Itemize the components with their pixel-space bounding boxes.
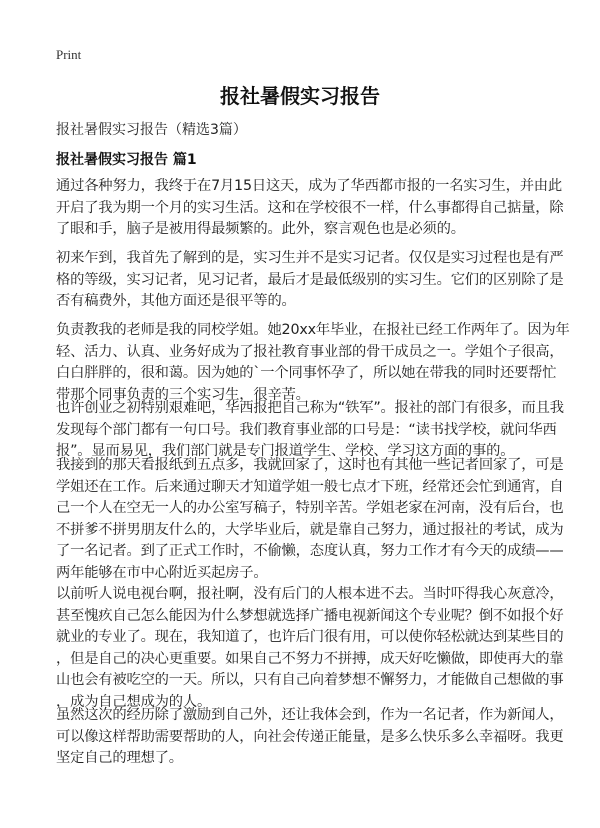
- paragraph-line: 发现每个部门都有一句口号。我们教育事业部的口号是：“读书找学校，就问华西: [56, 421, 557, 438]
- paragraph-line: 轻、活力、认真、业务好成为了报社教育事业部的骨干成员之一。学姐个子很高，: [56, 343, 564, 360]
- print-link[interactable]: Print: [56, 47, 82, 62]
- paragraph-line: 以前听人说电视台啊，报社啊，没有后门的人根本进不去。当时吓得我心灰意冷，: [56, 586, 564, 602]
- paragraph: [56, 176, 563, 241]
- paragraph-line: 我接到的那天看报纸到五点多，我就回家了，这时也有其他一些记者回家了，可是: [56, 457, 564, 473]
- section-heading: 报社暑假实习报告 篇1: [56, 152, 197, 168]
- paragraph-line: ，但是自己的决心更重要。如果自己不努力不拼搏，成天好吃懒做，即使再大的靠: [56, 650, 564, 667]
- paragraph-line: 报”。显而易见，我们部门就是专门报道学生、学校、学习这方面的事的。: [56, 443, 515, 460]
- paragraph: [56, 320, 570, 406]
- paragraph-line: 学姐还在工作。后来通过聊天才知道学姐一般七点才下班，经常还会忙到通宵，自: [56, 478, 564, 495]
- paragraph-line: 两年能够在市中心附近买起房子。: [56, 564, 268, 581]
- paragraph: [56, 398, 564, 463]
- paragraph-line: 通过各种努力，我终于在7月15日这天，成为了华西都市报的一名实习生，并由此: [56, 178, 562, 194]
- paragraph-line: 己一个人在空无一人的办公室写稿子，特别辛苦。学姐老家在河南，没有后台，也: [56, 500, 564, 517]
- paragraph: [56, 705, 563, 770]
- paragraph-line: 虽然这次的经历除了激励到自己外，还让我体会到，作为一名记者，作为新闻人，: [56, 707, 564, 723]
- paragraph-line: 格的等级，实习记者，见习记者，最后才是最低级别的实习生。它们的区别除了是: [56, 271, 564, 288]
- paragraph-line: 可以像这样帮助需要帮助的人，向社会传递正能量，是多么快乐多么幸福呀。我更: [56, 728, 564, 745]
- paragraph-line: 坚定自己的理想了。: [56, 750, 183, 767]
- paragraph-line: 就业的专业了。现在，我知道了，也许后门很有用，可以使你轻松就达到某些目的: [56, 629, 564, 646]
- paragraph-line: 初来乍到，我首先了解到的是，实习生并不是实习记者。仅仅是实习过程也是有严: [56, 250, 564, 266]
- paragraph: [56, 584, 563, 714]
- paragraph-line: ，成为自己想成为的人。: [56, 693, 212, 710]
- paragraph-line: 了眼和手，脑子是被用得最频繁的。此外，察言观色也是必须的。: [56, 221, 465, 238]
- paragraph: [56, 455, 563, 585]
- paragraph-line: 不拼爹不拼男朋友什么的，大学毕业后，就是靠自己努力，通过报社的考试，成为: [56, 521, 564, 538]
- paragraph-line: 山也会有被吃空的一天。所以，只有自己向着梦想不懈努力，才能做自己想做的事: [56, 672, 564, 689]
- document-title: 报社暑假实习报告: [220, 84, 380, 108]
- paragraph-line: 带那个同事负责的三个实习生，很辛苦。: [56, 386, 310, 403]
- paragraph-line: 白白胖胖的，很和蔼。因为她的`一个同事怀孕了，所以她在带我的同时还要帮忙: [56, 365, 557, 382]
- document-subtitle: 报社暑假实习报告（精选3篇）: [56, 122, 247, 138]
- paragraph-line: 甚至愧疚自己怎么能因为什么梦想就选择广播电视新闻这个专业呢？倒不如报个好: [56, 607, 564, 624]
- paragraph-line: 否有稿费外，其他方面还是很平等的。: [56, 293, 296, 310]
- paragraph-line: 开启了我为期一个月的实习生活。这和在学校很不一样，什么事都得自己掂量，除: [56, 199, 564, 216]
- paragraph-line: 也许创业之初特别艰难吧，华西报把自己称为“铁军”。报社的部门有很多，而且我: [56, 400, 564, 416]
- paragraph: [56, 248, 563, 313]
- paragraph-line: 了一名记者。到了正式工作时，不偷懒，态度认真，努力工作才有今天的成绩——: [56, 543, 564, 560]
- paragraph-line: 负责教我的老师是我的同校学姐。她20xx年毕业，在报社已经工作两年了。因为年: [56, 322, 570, 338]
